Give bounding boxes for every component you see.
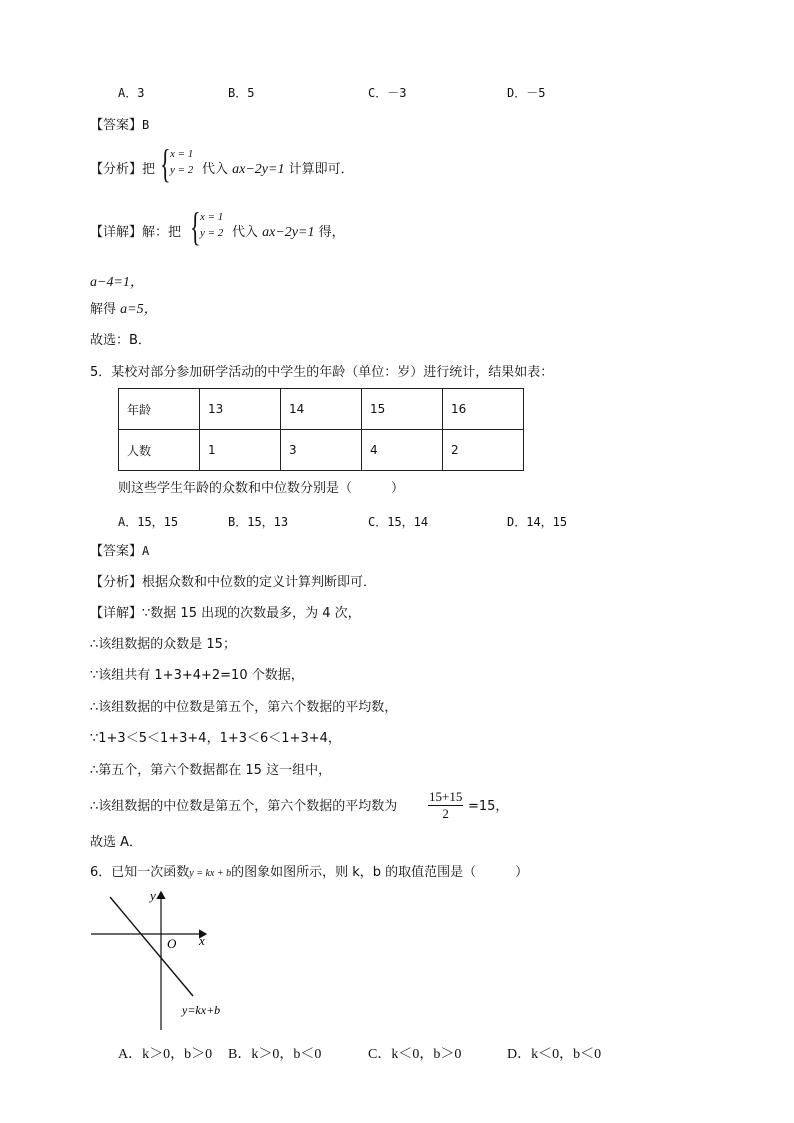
detail-post-a: 代入 xyxy=(232,225,263,240)
fraction-denominator: 2 xyxy=(442,806,449,821)
answer-value: A xyxy=(142,544,150,558)
detail-line: ∴该组数据的中位数是第五个，第六个数据的平均数， xyxy=(90,700,398,715)
answer-line xyxy=(90,116,149,135)
detail-line: ∴该组数据的众数是 15； xyxy=(90,637,236,652)
q6-function: y = kx + b xyxy=(189,868,232,879)
analysis-label: 【分析】 xyxy=(90,162,143,177)
median-fraction xyxy=(428,789,463,822)
detail-label: 【详解】 xyxy=(90,225,143,240)
fraction-numerator: 15+15 xyxy=(429,789,463,804)
system-line-2: y = 2 xyxy=(170,164,194,176)
answer-tag: 【答案】 xyxy=(90,118,143,133)
analysis-post-b: 计算即可． xyxy=(284,162,354,177)
table-cell: 4 xyxy=(362,430,443,471)
table-row xyxy=(119,389,524,430)
answer-tag: 【答案】 xyxy=(90,544,143,559)
age-table xyxy=(118,388,524,471)
q5-question: 则这些学生年龄的众数和中位数分别是（ ） xyxy=(118,481,405,496)
y-axis-label: y xyxy=(150,888,156,903)
q6-stem-post: 的图象如图所示，则 k，b 的取值范围是（ ） xyxy=(231,865,529,880)
option-a: A．3 xyxy=(118,86,145,100)
q5-analysis xyxy=(90,574,376,592)
table-cell: 3 xyxy=(281,430,362,471)
table-cell: 13 xyxy=(200,389,281,430)
step-2-eq: a=5， xyxy=(120,302,158,317)
detail-first: ∵数据 15 出现的次数最多，为 4 次， xyxy=(142,606,361,621)
option-c: C．k＜0，b＞0 xyxy=(368,1047,462,1062)
equation-system: { x = 1 y = 2 xyxy=(160,141,194,186)
table-cell: 16 xyxy=(443,389,524,430)
analysis-equation: ax−2y=1 xyxy=(232,162,285,177)
function-line xyxy=(110,897,193,996)
equation-system-2: { x = 1 y = 2 xyxy=(190,204,224,249)
detail-line: ∴第五个，第六个数据都在 15 这一组中， xyxy=(90,763,332,778)
analysis-label: 【分析】 xyxy=(90,575,143,590)
analysis-text: 根据众数和中位数的定义计算判断即可． xyxy=(142,575,377,590)
option-c: C．－3 xyxy=(368,86,407,100)
q4-conclusion: 故选：B． xyxy=(90,333,151,348)
detail-tag xyxy=(90,224,181,242)
x-axis-label: x xyxy=(199,933,205,948)
table-cell: 1 xyxy=(200,430,281,471)
median-line-pre: ∴该组数据的中位数是第五个，第六个数据的平均数为 xyxy=(90,799,398,814)
q6-stem xyxy=(90,864,528,883)
q5-stem: 5．某校对部分参加研学活动的中学生的年龄（单位：岁）进行统计，结果如表： xyxy=(90,365,554,380)
analysis-pre: 把 xyxy=(142,162,156,177)
table-row xyxy=(119,430,524,471)
option-d: D．－5 xyxy=(507,86,546,100)
table-cell: 2 xyxy=(443,430,524,471)
median-line-post: =15， xyxy=(468,799,509,814)
option-c: C．15，14 xyxy=(368,515,429,529)
analysis-rest xyxy=(202,161,354,179)
analysis-post-a: 代入 xyxy=(202,162,233,177)
system-line-1: x = 1 xyxy=(170,148,194,160)
detail-equation: ax−2y=1 xyxy=(262,225,315,240)
option-b: B．5 xyxy=(228,86,255,100)
detail-label: 【详解】 xyxy=(90,606,143,621)
option-b: B．k＞0，b＜0 xyxy=(228,1047,322,1062)
line-label: y=kx+b xyxy=(182,1003,221,1017)
detail-rest xyxy=(232,224,345,242)
option-d: D．14，15 xyxy=(507,515,568,529)
table-cell: 人数 xyxy=(119,430,200,471)
origin-label: O xyxy=(167,936,177,951)
detail-line: ∵1+3＜5＜1+3+4，1+3＜6＜1+3+4， xyxy=(90,731,341,746)
system2-line-2: y = 2 xyxy=(200,227,224,239)
function-graph xyxy=(88,884,258,1034)
table-cell: 年龄 xyxy=(119,389,200,430)
analysis-tag xyxy=(90,161,155,179)
table-cell: 14 xyxy=(281,389,362,430)
option-d: D．k＜0，b＜0 xyxy=(507,1047,602,1062)
q5-answer-line xyxy=(90,542,149,561)
detail-line: ∵该组共有 1+3+4+2=10 个数据， xyxy=(90,668,304,683)
system2-line-1: x = 1 xyxy=(200,211,224,223)
q5-conclusion: 故选 A． xyxy=(90,835,143,850)
step-2-pre: 解得 xyxy=(90,302,121,317)
q6-stem-pre: 6．已知一次函数 xyxy=(90,865,190,880)
answer-value: B xyxy=(142,118,150,132)
table-cell: 15 xyxy=(362,389,443,430)
option-a: A．k＞0，b＞0 xyxy=(118,1047,213,1062)
detail-pre: 解：把 xyxy=(142,225,182,240)
option-a: A．15，15 xyxy=(118,515,179,529)
q5-detail xyxy=(90,605,361,623)
step-2 xyxy=(90,301,158,319)
detail-post-b: 得， xyxy=(314,225,345,240)
step-1: a−4=1， xyxy=(90,275,144,290)
option-b: B．15，13 xyxy=(228,515,289,529)
